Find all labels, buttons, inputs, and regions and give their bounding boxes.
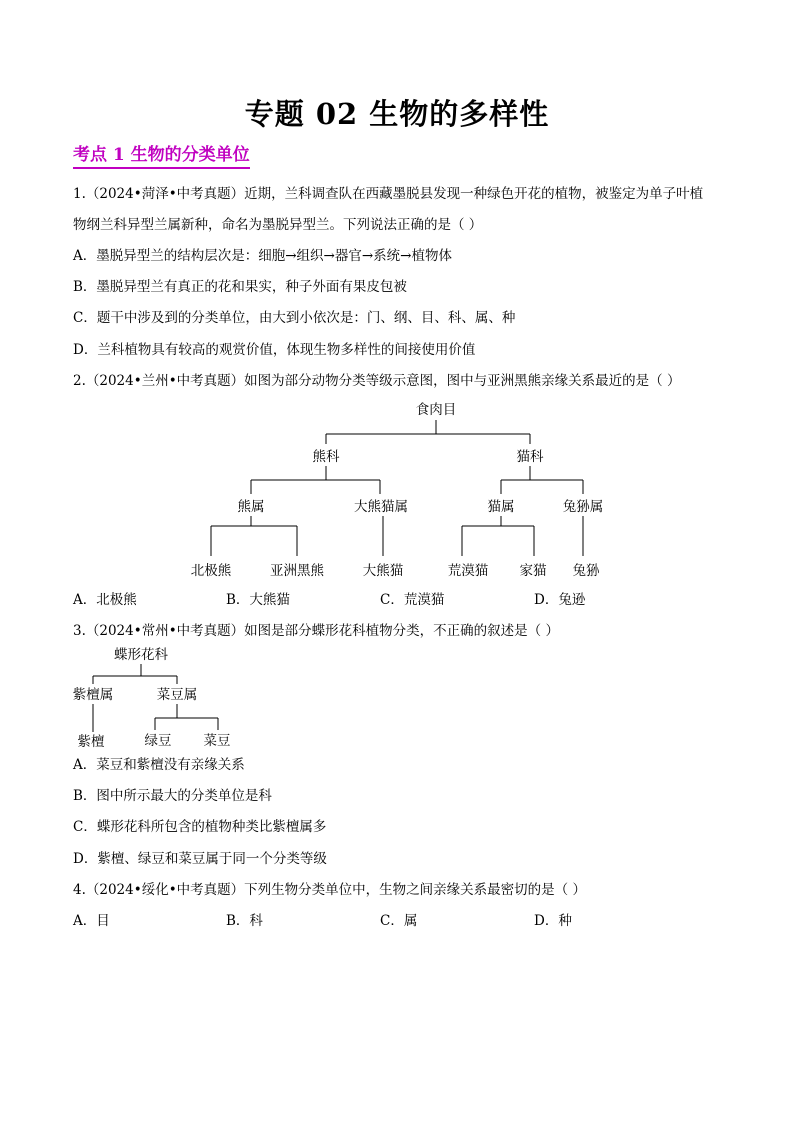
tree-node-chinese-mountain-cat: 荒漠猫 <box>447 563 489 579</box>
page-title: 专题 02 生物的多样性 <box>244 97 550 131</box>
tree-node-mung-bean: 绿豆 <box>144 733 172 749</box>
q1-option-c: C．题干中涉及到的分类单位，由大到小依次是：门、纲、目、科、属、种 <box>73 310 516 326</box>
q1-stem-line2: 物纲兰科异型兰属新种，命名为墨脱异型兰。下列说法正确的是（ ） <box>73 217 483 233</box>
q3-option-a: A．菜豆和紫檀没有亲缘关系 <box>73 757 245 773</box>
q4-option-c: C．属 <box>380 913 418 929</box>
tree-node-fabaceae: 蝶形花科 <box>114 647 168 663</box>
q3-taxonomy-tree <box>0 644 794 754</box>
tree-node-asian-black-bear: 亚洲黑熊 <box>270 563 324 579</box>
tree-node-genus-cat: 猫属 <box>487 499 515 515</box>
tree-node-pterocarpus-genus: 紫檀属 <box>72 687 114 703</box>
q3-option-c: C．蝶形花科所包含的植物种类比紫檀属多 <box>73 819 327 835</box>
tree-node-family-cat: 猫科 <box>516 449 544 465</box>
q2-taxonomy-tree <box>0 398 794 588</box>
tree-node-polar-bear: 北极熊 <box>190 563 232 579</box>
tree-node-genus-manul: 兔狲属 <box>562 499 604 515</box>
q2-option-d: D．兔逊 <box>534 592 586 608</box>
q3-stem: 3.（2024•常州•中考真题）如图是部分蝶形花科植物分类，不正确的叙述是（ ） <box>73 623 559 639</box>
tree-node-phaseolus-genus: 菜豆属 <box>156 687 198 703</box>
tree-node-manul: 兔狲 <box>572 563 600 579</box>
q4-stem: 4.（2024•绥化•中考真题）下列生物分类单位中，生物之间亲缘关系最密切的是（ ） <box>73 882 586 898</box>
q4-option-b: B．科 <box>226 913 263 929</box>
tree-node-family-bear: 熊科 <box>312 449 340 465</box>
q3-option-d: D．紫檀、绿豆和菜豆属于同一个分类等级 <box>73 851 327 867</box>
q2-option-c: C．荒漠猫 <box>380 592 445 608</box>
q2-option-a: A．北极熊 <box>73 592 137 608</box>
q4-option-a: A．目 <box>73 913 110 929</box>
section-title: 考点 1 生物的分类单位 <box>73 144 250 169</box>
tree-node-root: 食肉目 <box>415 402 457 418</box>
tree-node-genus-panda: 大熊猫属 <box>354 499 408 515</box>
q1-stem-line1: 1.（2024•菏泽•中考真题）近期，兰科调查队在西藏墨脱县发现一种绿色开花的植物，被鉴定为单子叶植 <box>73 186 704 202</box>
tree-node-red-sandalwood: 紫檀 <box>77 734 105 750</box>
q3-option-b: B．图中所示最大的分类单位是科 <box>73 788 272 804</box>
q2-option-b: B．大熊猫 <box>226 592 290 608</box>
tree-node-genus-bear: 熊属 <box>237 499 265 515</box>
q1-option-a: A．墨脱异型兰的结构层次是：细胞→组织→器官→系统→植物体 <box>73 248 452 264</box>
tree-node-domestic-cat: 家猫 <box>519 563 547 579</box>
tree-node-giant-panda: 大熊猫 <box>362 563 404 579</box>
q1-option-d: D．兰科植物具有较高的观赏价值，体现生物多样性的间接使用价值 <box>73 342 476 358</box>
q2-stem: 2.（2024•兰州•中考真题）如图为部分动物分类等级示意图，图中与亚洲黑熊亲缘关系最近的是（ ） <box>73 373 681 389</box>
q1-option-b: B．墨脱异型兰有真正的花和果实，种子外面有果皮包被 <box>73 279 407 295</box>
q4-option-d: D．种 <box>534 913 572 929</box>
tree-node-kidney-bean: 菜豆 <box>203 733 231 749</box>
